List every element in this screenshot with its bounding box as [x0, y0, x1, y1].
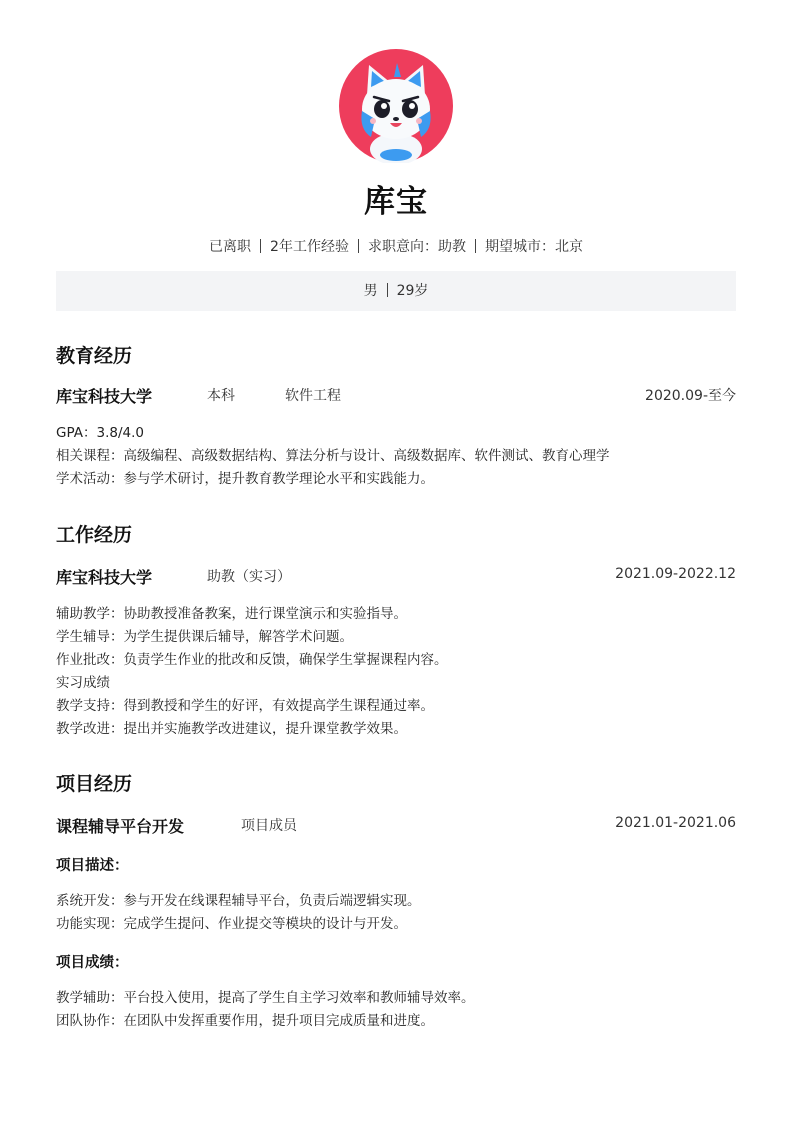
- age: 29岁: [396, 283, 429, 299]
- education-date: 2020.09-至今: [645, 388, 736, 404]
- education-major: 软件工程: [285, 388, 341, 404]
- work-line: 教学改进：提出并实施教学改进建议，提升课堂教学效果。: [56, 721, 407, 737]
- basic-info-bar: [56, 271, 736, 311]
- project-section-title: 项目经历: [56, 773, 133, 795]
- project-name: 课程辅导平台开发: [56, 817, 185, 836]
- divider: [475, 239, 476, 253]
- job-intent: 求职意向：助教: [367, 239, 466, 255]
- summary-line: [0, 236, 792, 256]
- work-line: 作业批改：负责学生作业的批改和反馈，确保学生掌握课程内容。: [56, 652, 448, 668]
- work-company: 库宝科技大学: [56, 568, 153, 587]
- gender: 男: [363, 283, 378, 299]
- candidate-name: 库宝: [364, 184, 428, 220]
- project-result-line: 团队协作：在团队中发挥重要作用，提升项目完成质量和进度。: [56, 1013, 434, 1029]
- work-line: 实习成绩: [56, 675, 110, 691]
- project-result-heading: 项目成绩：: [56, 955, 129, 971]
- education-degree: 本科: [207, 388, 235, 404]
- work-line: 教学支持：得到教授和学生的好评，有效提高学生课程通过率。: [56, 698, 434, 714]
- education-line: 相关课程：高级编程、高级数据结构、算法分析与设计、高级数据库、软件测试、教育心理学: [56, 448, 610, 464]
- divider: [387, 283, 388, 297]
- employment-status: 已离职: [209, 239, 252, 255]
- project-description-line: 功能实现：完成学生提问、作业提交等模块的设计与开发。: [56, 916, 407, 932]
- divider: [358, 239, 359, 253]
- divider: [260, 239, 261, 253]
- work-section-title: 工作经历: [56, 524, 133, 546]
- education-school: 库宝科技大学: [56, 387, 153, 406]
- project-role: 项目成员: [241, 818, 297, 834]
- years-experience: 2年工作经验: [270, 239, 349, 255]
- work-line: 学生辅导：为学生提供课后辅导，解答学术问题。: [56, 629, 353, 645]
- project-date: 2021.01-2021.06: [615, 815, 736, 831]
- expected-city: 期望城市：北京: [484, 239, 583, 255]
- education-line: GPA：3.8/4.0: [56, 425, 144, 441]
- work-line: 辅助教学：协助教授准备教案，进行课堂演示和实验指导。: [56, 606, 407, 622]
- cat-mascot-icon: [339, 49, 453, 163]
- education-section-title: 教育经历: [56, 345, 133, 367]
- avatar: [339, 49, 453, 163]
- work-date: 2021.09-2022.12: [615, 566, 736, 582]
- project-result-line: 教学辅助：平台投入使用，提高了学生自主学习效率和教师辅导效率。: [56, 990, 475, 1006]
- education-line: 学术活动：参与学术研讨，提升教育教学理论水平和实践能力。: [56, 471, 434, 487]
- project-description-line: 系统开发：参与开发在线课程辅导平台，负责后端逻辑实现。: [56, 893, 421, 909]
- project-description-heading: 项目描述：: [56, 858, 129, 874]
- work-role: 助教（实习）: [207, 569, 291, 585]
